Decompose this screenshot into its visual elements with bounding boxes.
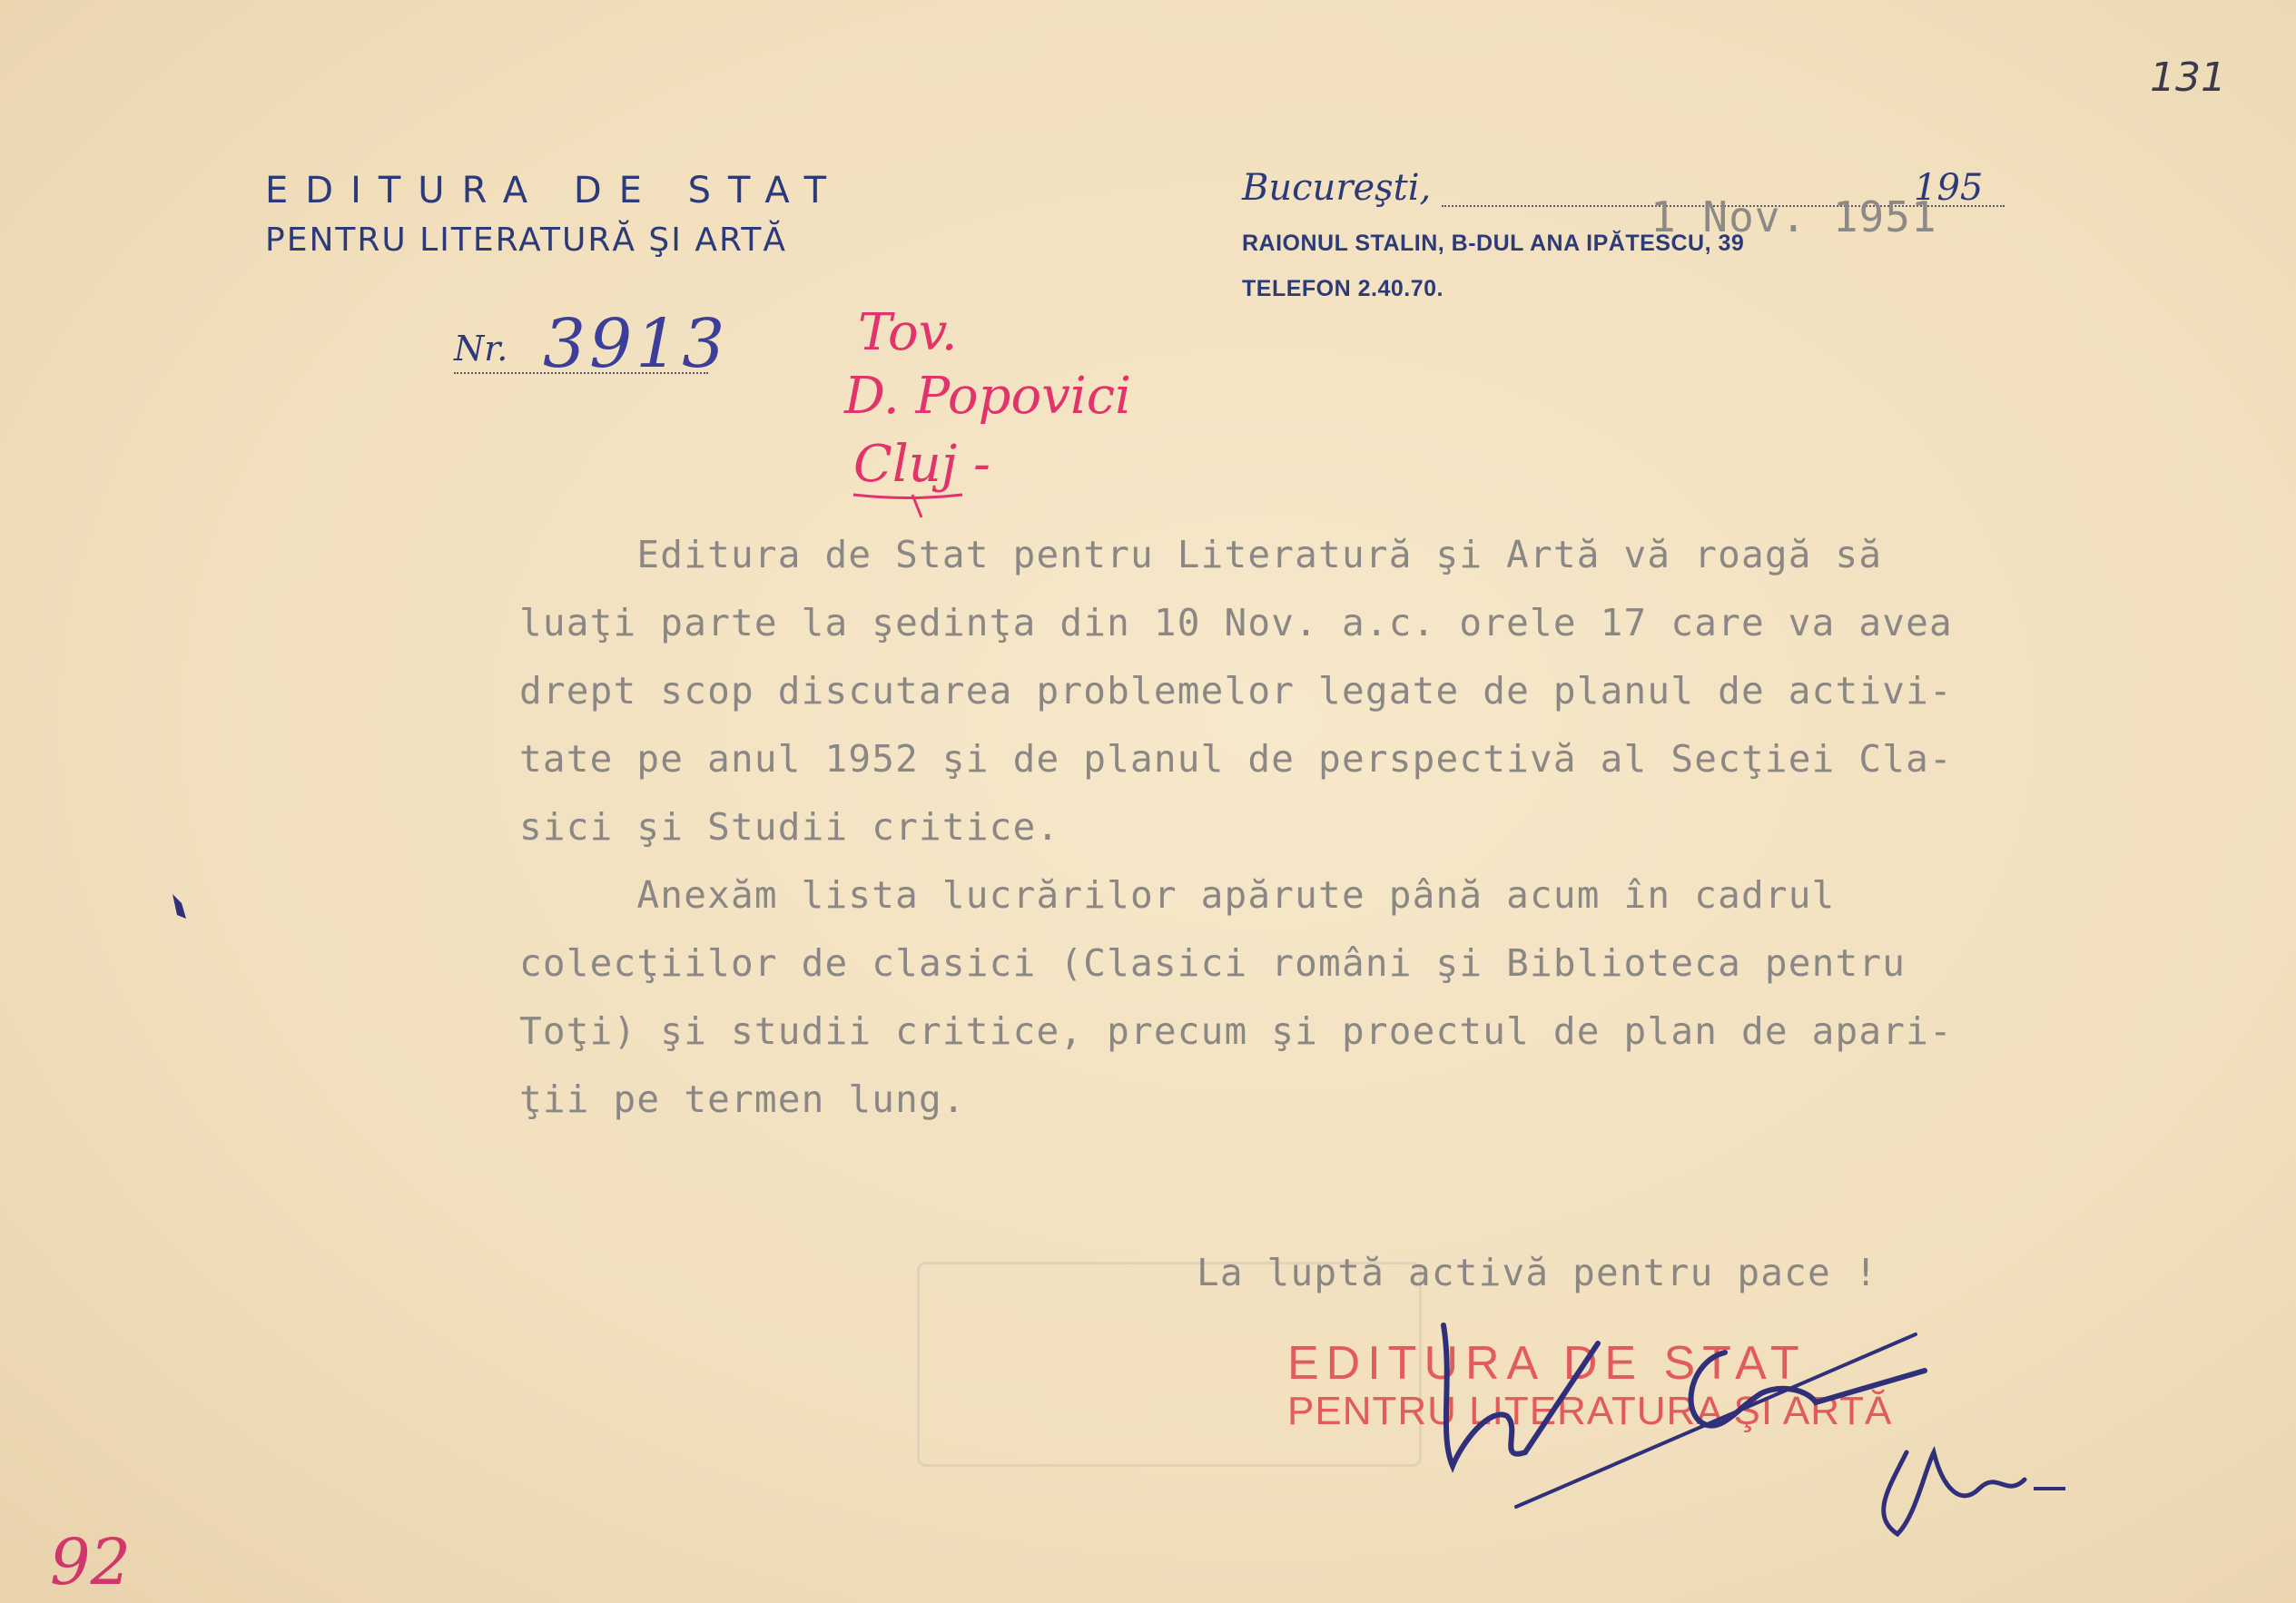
signature-1 xyxy=(1444,1325,1598,1466)
number-value: 3913 xyxy=(543,305,729,383)
recipient-title: Tov. xyxy=(858,303,958,362)
recipient-city: Cluj - xyxy=(853,435,990,494)
archive-number: 131 xyxy=(2150,54,2226,101)
recipient-name: D. Popovici xyxy=(844,367,1132,426)
closing-salutation: La luptă activă pentru pace ! xyxy=(1197,1251,1878,1294)
stamp-line2: PENTRU LITERATURA ŞI ARTĂ xyxy=(1287,1389,1893,1433)
body-line: colecţiilor de clasici (Clasici români şi Biblioteca pentru xyxy=(519,941,1907,985)
city-label: Bucureşti, xyxy=(1242,167,1432,209)
signature-3 xyxy=(1884,1452,2025,1534)
body-line: Toţi) şi studii critice, precum şi proectul de plan de apari- xyxy=(519,1009,1953,1053)
ink-blot xyxy=(172,894,186,919)
body-line: drept scop discutarea problemelor legate de planul de activi- xyxy=(519,669,1953,713)
folio-number: 92 xyxy=(50,1525,132,1599)
body-line: ţii pe termen lung. xyxy=(519,1077,966,1121)
stamp-line1: EDITURA DE STAT xyxy=(1287,1337,1807,1390)
typed-date: 1 Nov. 1951 xyxy=(1651,192,1937,241)
address: RAIONUL STALIN, B-DUL ANA IPĂTESCU, 39 xyxy=(1242,231,1745,256)
letterhead-line2: PENTRU LITERATURĂ ŞI ARTĂ xyxy=(265,221,787,259)
body-line: luaţi parte la şedinţa din 10 Nov. a.c. orele 17 care va avea xyxy=(519,601,1953,644)
recipient-underline xyxy=(853,495,962,498)
body-line: Editura de Stat pentru Literatură şi Artă vă roagă să xyxy=(519,533,1883,576)
body-line: Anexăm lista lucrărilor apărute până acum în cadrul xyxy=(519,873,1836,917)
letterhead-line1: EDITURA DE STAT xyxy=(265,170,844,211)
body-line: tate pe anul 1952 şi de planul de perspectivă al Secţiei Cla- xyxy=(519,737,1953,781)
body-line: sici şi Studii critice. xyxy=(519,805,1060,849)
number-label: Nr. xyxy=(454,329,508,369)
phone-number: TELEFON 2.40.70. xyxy=(1242,276,1444,301)
signature-stroke xyxy=(1516,1334,1916,1507)
printed-year: 195 xyxy=(1914,167,1984,209)
